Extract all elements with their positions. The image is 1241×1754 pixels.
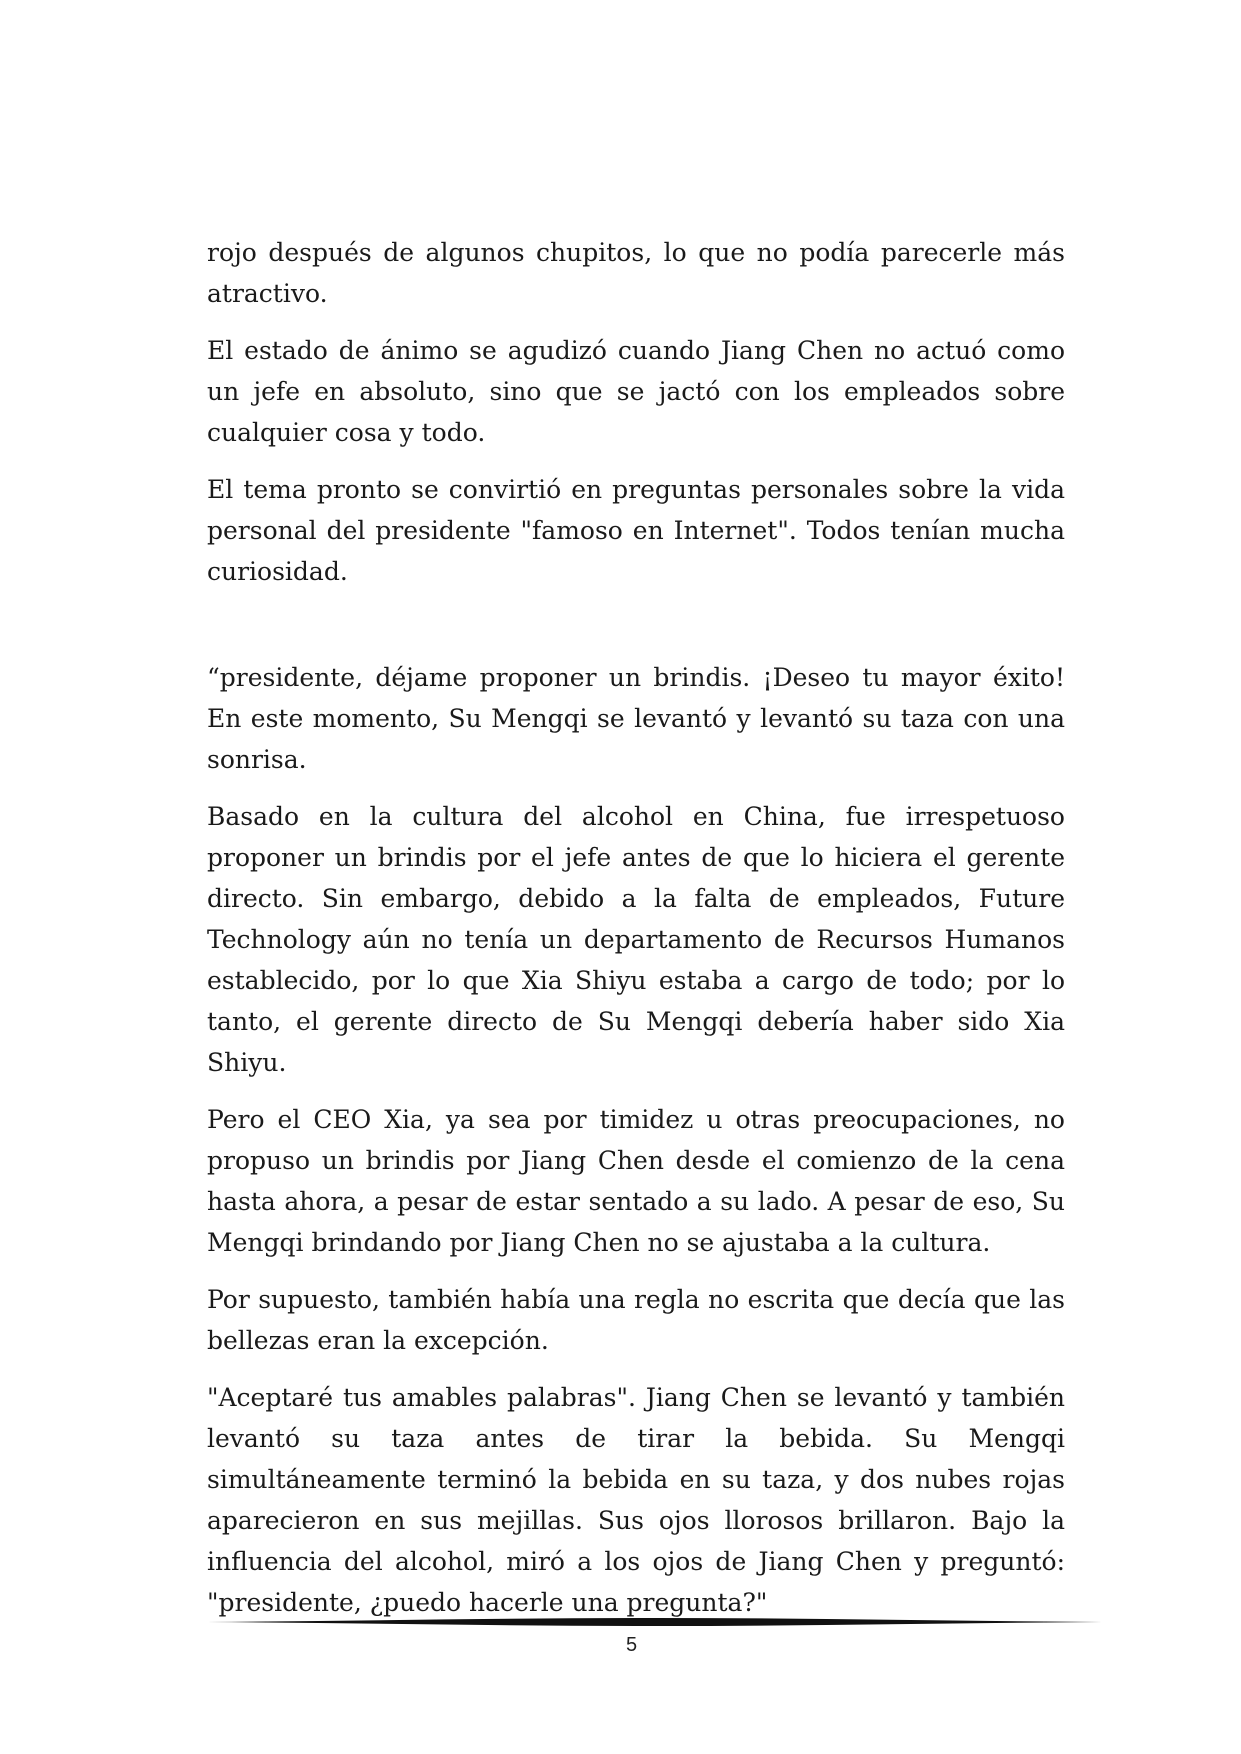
paragraph: El estado de ánimo se agudizó cuando Jiang Chen no actuó como un jefe en absoluto, sino que se jactó con los empleados sobre cualquier cosa y todo.: [207, 336, 1065, 447]
paragraph: Basado en la cultura del alcohol en China, fue irrespetuoso proponer un brindis por el jefe antes de que lo hiciera el gerente directo. Sin embargo, debido a la falta de empleados, Future Technology aún no tenía un departamento de Recursos Humanos establecido, por lo que Xia Shiyu estaba a cargo de todo; por lo tanto, el gerente directo de Su Mengqi debería haber sido Xia Shiyu.: [207, 802, 1065, 1077]
paragraph: “presidente, déjame proponer un brindis. ¡Deseo tu mayor éxito! En este momento, Su Mengqi se levantó y levantó su taza con una sonrisa.: [207, 663, 1065, 774]
paragraph: Por supuesto, también había una regla no escrita que decía que las bellezas eran la excepción.: [207, 1285, 1065, 1355]
footer-rule: [207, 1616, 1102, 1628]
section-break: [207, 608, 1065, 657]
paragraph: El tema pronto se convirtió en preguntas personales sobre la vida personal del presidente "famoso en Internet". Todos tenían mucha curiosidad.: [207, 475, 1065, 586]
paragraph: rojo después de algunos chupitos, lo que no podía parecerle más atractivo.: [207, 238, 1065, 308]
paragraph: Pero el CEO Xia, ya sea por timidez u otras preocupaciones, no propuso un brindis por Jiang Chen desde el comienzo de la cena hasta ahora, a pesar de estar sentado a su lado. A pesar de eso, Su Mengqi brindando por Jiang Chen no se ajustaba a la cultura.: [207, 1105, 1065, 1257]
page-number: 5: [625, 1634, 638, 1656]
paragraph: "Aceptaré tus amables palabras". Jiang Chen se levantó y también levantó su taza antes de tirar la bebida. Su Mengqi simultáneamente terminó la bebida en su taza, y dos nubes rojas aparecieron en sus mejillas. Sus ojos llorosos brillaron. Bajo la influencia del alcohol, miró a los ojos de Jiang Chen y preguntó: "presidente, ¿puedo hacerle una pregunta?": [207, 1383, 1065, 1617]
body-text: [207, 232, 1065, 1639]
